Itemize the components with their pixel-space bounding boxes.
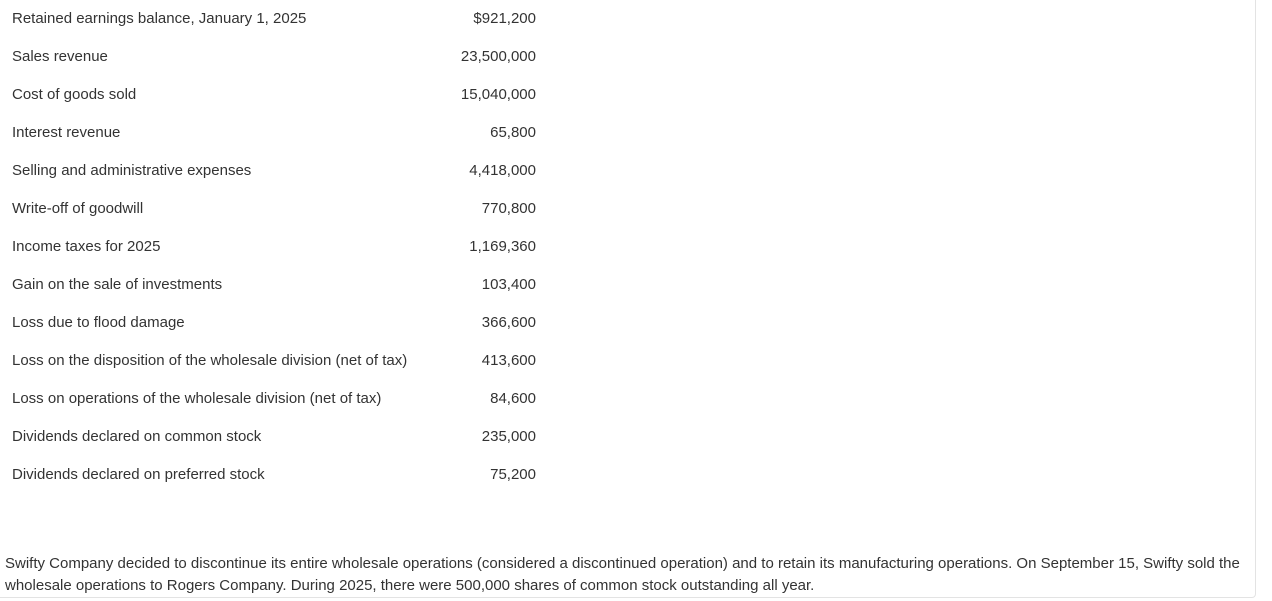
row-label: Loss due to flood damage [12,314,185,331]
table-row [0,38,536,76]
problem-description: Swifty Company decided to discontinue its entire wholesale operations (considered a discontinued operation) and to retain its manufacturing operations. On September 15, Swifty sold the wholesale operations to Rogers Company. During 2025, there were 500,000 shares of common stock outstanding all year. [5,555,1240,594]
row-amount: 413,600 [481,352,536,369]
table-row [0,266,536,304]
table-row [0,0,536,38]
table-row [0,418,536,456]
table-row [0,380,536,418]
row-label: Interest revenue [12,124,121,141]
table-row [0,228,536,266]
financial-data-table [0,0,536,494]
row-label: Sales revenue [12,48,108,65]
row-label: Write-off of goodwill [12,200,144,217]
table-row [0,456,536,494]
row-label: Dividends declared on preferred stock [12,466,265,483]
table-row [0,152,536,190]
row-label: Retained earnings balance, January 1, 2025 [12,10,307,27]
row-label: Loss on operations of the wholesale division (net of tax) [12,390,382,407]
row-amount: 1,169,360 [469,238,536,255]
row-label: Loss on the disposition of the wholesale division (net of tax) [12,352,408,369]
row-amount: 15,040,000 [460,86,536,103]
row-amount: 84,600 [490,390,536,407]
row-label: Selling and administrative expenses [12,162,252,179]
row-label: Cost of goods sold [12,86,137,103]
row-label: Income taxes for 2025 [12,238,161,255]
row-amount: 770,800 [481,200,536,217]
row-amount: 23,500,000 [460,48,536,65]
table-row [0,342,536,380]
table-row [0,190,536,228]
row-amount: 65,800 [490,124,536,141]
row-label: Dividends declared on common stock [12,428,262,445]
row-amount: $921,200 [473,10,536,27]
row-amount: 75,200 [490,466,536,483]
row-label: Gain on the sale of investments [12,276,223,293]
row-amount: 235,000 [481,428,536,445]
row-amount: 103,400 [481,276,536,293]
table-row [0,76,536,114]
row-amount: 366,600 [481,314,536,331]
row-amount: 4,418,000 [469,162,536,179]
table-row [0,114,536,152]
table-row [0,304,536,342]
